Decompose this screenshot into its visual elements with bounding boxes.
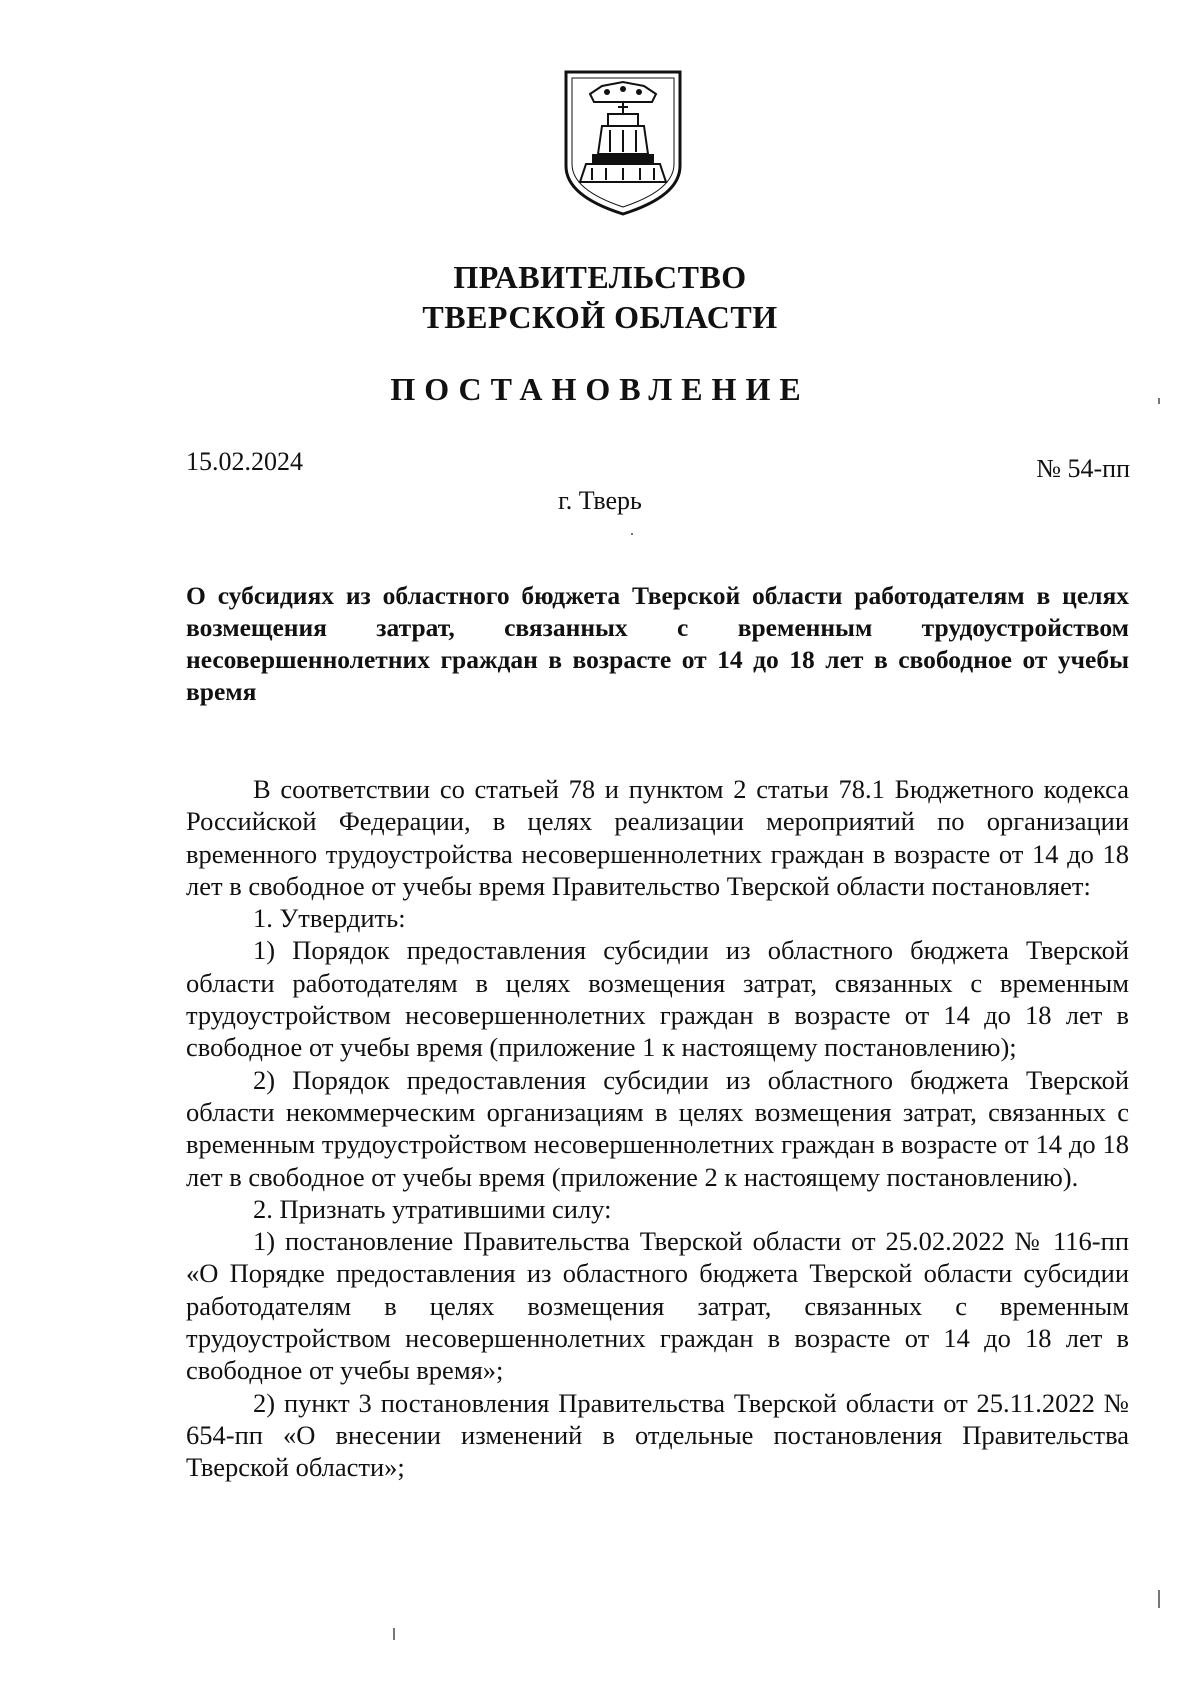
scan-speck xyxy=(1158,398,1160,404)
document-date: 15.02.2024 xyxy=(186,447,303,476)
scan-speck xyxy=(393,1628,395,1640)
organization-name-line-1: ПРАВИТЕЛЬСТВО xyxy=(453,259,747,295)
item-1-1: 1) Порядок предоставления субсидии из областного бюджета Тверской области работодателям в целях возмещения затрат, связанных с временным трудоустройством несовершеннолетних граждан в возрасте от 14 до 18 лет в свободное от учебы время (приложение 1 к настоящему постановлению); xyxy=(186,935,1129,1063)
document-type: ПОСТАНОВЛЕНИЕ xyxy=(390,371,810,407)
document-body xyxy=(186,773,1129,1484)
coat-of-arms-icon xyxy=(562,68,684,218)
document-number: № 54-пп xyxy=(1036,454,1130,483)
item-2: 2. Признать утратившими силу: xyxy=(253,1193,612,1224)
item-1: 1. Утвердить: xyxy=(253,903,406,934)
preamble-paragraph: В соответствии со статьей 78 и пунктом 2 статьи 78.1 Бюджетного кодекса Российской Федерации, в целях реализации мероприятий по организации временного трудоустройства несовершеннолетних граждан в возрасте от 14 до 18 лет в свободное от учебы время Правительство Тверской области постановляет: xyxy=(186,774,1129,901)
document-title: О субсидиях из областного бюджета Тверской области работодателям в целях возмещения затрат, связанных с временным трудоустройством несовершеннолетних граждан в возрасте от 14 до 18 лет в свободное от учебы время xyxy=(186,581,1129,706)
organization-name-line-2: ТВЕРСКОЙ ОБЛАСТИ xyxy=(422,299,778,335)
item-2-2: 2) пункт 3 постановления Правительства Тверской области от 25.11.2022 № 654-пп «О внесении изменений в отдельные постановления Правительства Тверской области»; xyxy=(186,1387,1129,1483)
scan-speck xyxy=(1158,1590,1160,1608)
item-1-2: 2) Порядок предоставления субсидии из областного бюджета Тверской области некоммерческим организациям в целях возмещения затрат, связанных с временным трудоустройством несовершеннолетних граждан в возрасте от 14 до 18 лет в свободное от учебы время (приложение 2 к настоящему постановлению). xyxy=(186,1064,1129,1192)
item-2-1: 1) постановление Правительства Тверской области от 25.02.2022 № 116-пп «О Порядке предоставления из областного бюджета Тверской области субсидии работодателям в целях возмещения затрат, связанных с временным трудоустройством несовершеннолетних граждан в возрасте от 14 до 18 лет в свободное от учебы время»; xyxy=(186,1226,1129,1386)
document-city: г. Тверь xyxy=(558,486,642,515)
scan-speck xyxy=(631,533,633,535)
